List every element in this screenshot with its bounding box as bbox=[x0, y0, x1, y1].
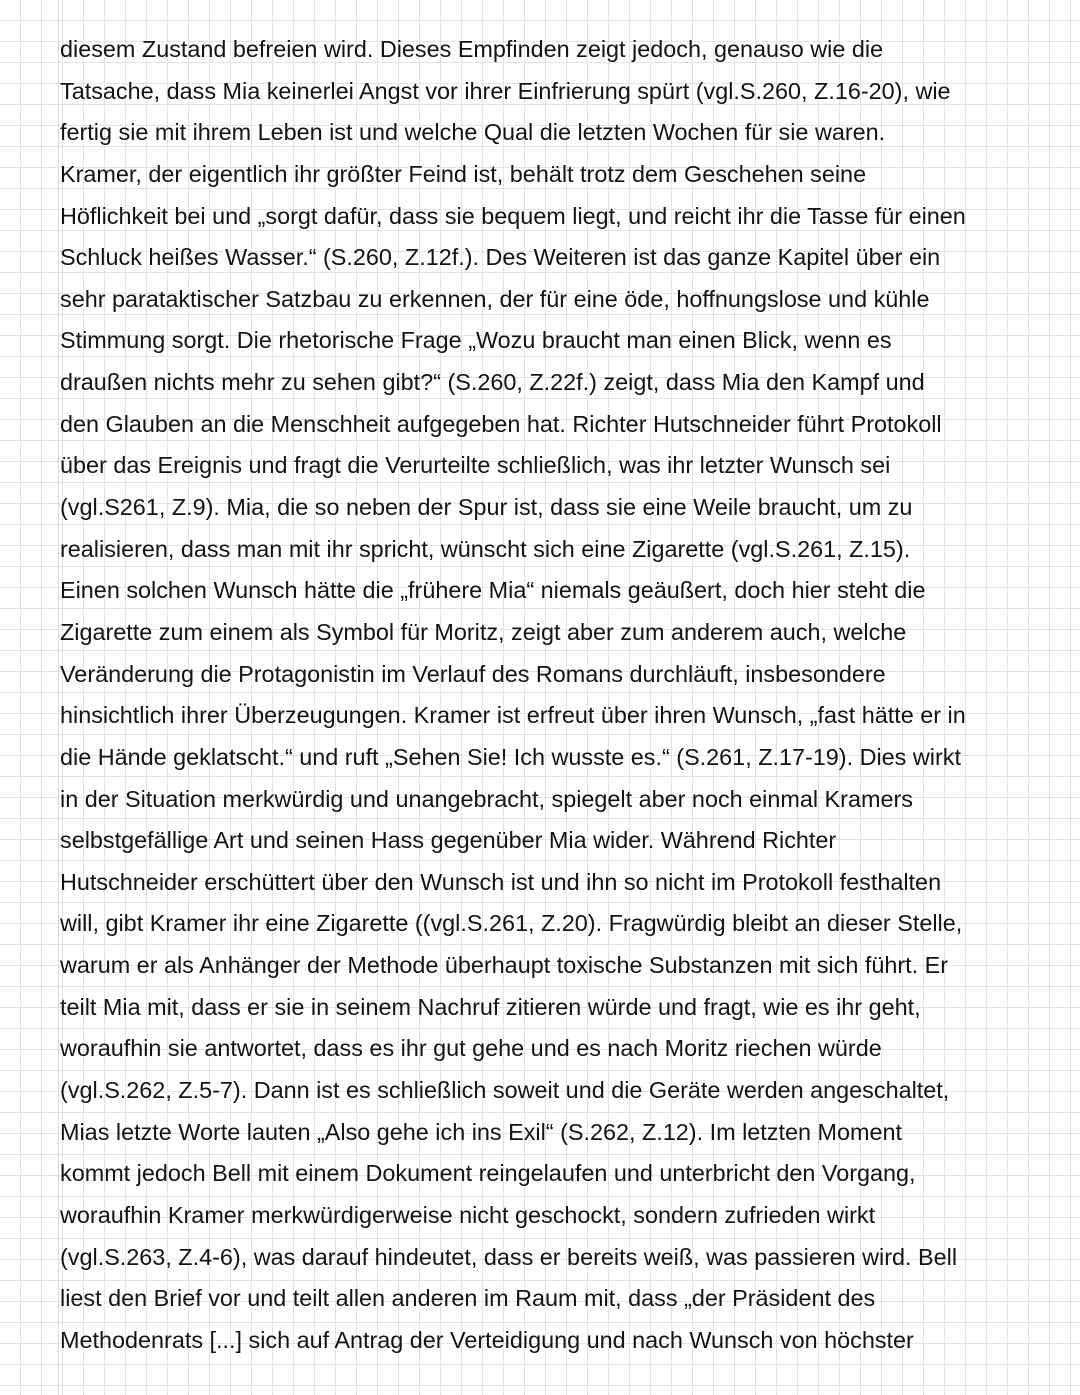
text-line: woraufhin Kramer merkwürdigerweise nicht geschockt, sondern zufrieden wirkt bbox=[60, 1201, 876, 1228]
text-line: selbstgefällige Art und seinen Hass gegenüber Mia wider. Während Richter bbox=[60, 827, 837, 854]
text-line: Einen solchen Wunsch hätte die „frühere Mia“ niemals geäußert, doch hier steht die bbox=[60, 577, 926, 604]
text-line: Hutschneider erschüttert über den Wunsch ist und ihn so nicht im Protokoll festhalten bbox=[60, 868, 942, 895]
text-line: diesem Zustand befreien wird. Dieses Empfinden zeigt jedoch, genauso wie die bbox=[60, 36, 884, 62]
text-line: (vgl.S261, Z.9). Mia, die so neben der Spur ist, dass sie eine Weile braucht, um zu bbox=[60, 494, 913, 521]
text-line: Veränderung die Protagonistin im Verlauf des Romans durchläuft, insbesondere bbox=[60, 660, 886, 687]
margin-line bbox=[58, 0, 59, 1395]
text-line: liest den Brief vor und teilt allen anderen im Raum mit, dass „der Präsident des bbox=[60, 1285, 876, 1312]
text-line: sehr parataktischer Satzbau zu erkennen, der für eine öde, hoffnungslose und kühle bbox=[60, 285, 930, 312]
text-line: Zigarette zum einem als Symbol für Moritz, zeigt aber zum anderem auch, welche bbox=[60, 618, 907, 645]
text-line: draußen nichts mehr zu sehen gibt?“ (S.260, Z.22f.) zeigt, dass Mia den Kampf und bbox=[60, 369, 925, 396]
text-line: (vgl.S.263, Z.4-6), was darauf hindeutet, dass er bereits weiß, was passieren wird. Bell bbox=[60, 1243, 958, 1270]
text-line: woraufhin sie antwortet, dass es ihr gut gehe und es nach Moritz riechen würde bbox=[60, 1035, 882, 1062]
text-line: will, gibt Kramer ihr eine Zigarette ((vgl.S.261, Z.20). Fragwürdig bleibt an dieser Stelle, bbox=[60, 910, 963, 937]
text-line: Tatsache, dass Mia keinerlei Angst vor ihrer Einfrierung spürt (vgl.S.260, Z.16-20), wie bbox=[60, 77, 951, 104]
text-line: Höflichkeit bei und „sorgt dafür, dass sie bequem liegt, und reicht ihr die Tasse für einen bbox=[60, 202, 966, 229]
text-line: in der Situation merkwürdig und unangebracht, spiegelt aber noch einmal Kramers bbox=[60, 785, 913, 812]
text-line: Methodenrats [...] sich auf Antrag der Verteidigung und nach Wunsch von höchster bbox=[60, 1326, 914, 1353]
text-line: (vgl.S.262, Z.5-7). Dann ist es schließlich soweit und die Geräte werden angeschaltet, bbox=[60, 1077, 950, 1104]
text-line: warum er als Anhänger der Methode überhaupt toxische Substanzen mit sich führt. Er bbox=[60, 952, 949, 979]
text-line: teilt Mia mit, dass er sie in seinem Nachruf zitieren würde und fragt, wie es ihr geht, bbox=[60, 993, 921, 1020]
text-line: Mias letzte Worte lauten „Also gehe ich ins Exil“ (S.262, Z.12). Im letzten Moment bbox=[60, 1118, 902, 1145]
text-line: kommt jedoch Bell mit einem Dokument reingelaufen und unterbricht den Vorgang, bbox=[60, 1160, 916, 1187]
document-body bbox=[60, 29, 1075, 1362]
text-line: realisieren, dass man mit ihr spricht, wünscht sich eine Zigarette (vgl.S.261, Z.15). bbox=[60, 535, 911, 562]
text-line: fertig sie mit ihrem Leben ist und welche Qual die letzten Wochen für sie waren. bbox=[60, 119, 886, 146]
text-line: Schluck heißes Wasser.“ (S.260, Z.12f.). Des Weiteren ist das ganze Kapitel über ein bbox=[60, 244, 941, 271]
text-line: Stimmung sorgt. Die rhetorische Frage „Wozu braucht man einen Blick, wenn es bbox=[60, 327, 892, 354]
text-line: hinsichtlich ihrer Überzeugungen. Kramer ist erfreut über ihren Wunsch, „fast hätte er in bbox=[60, 702, 966, 729]
text-line: die Hände geklatscht.“ und ruft „Sehen Sie! Ich wusste es.“ (S.261, Z.17-19). Dies wirkt bbox=[60, 743, 961, 770]
text-line: Kramer, der eigentlich ihr größter Feind ist, behält trotz dem Geschehen seine bbox=[60, 160, 867, 187]
text-line: über das Ereignis und fragt die Verurteilte schließlich, was ihr letzter Wunsch sei bbox=[60, 452, 891, 479]
text-line: den Glauben an die Menschheit aufgegeben hat. Richter Hutschneider führt Protokoll bbox=[60, 410, 942, 437]
